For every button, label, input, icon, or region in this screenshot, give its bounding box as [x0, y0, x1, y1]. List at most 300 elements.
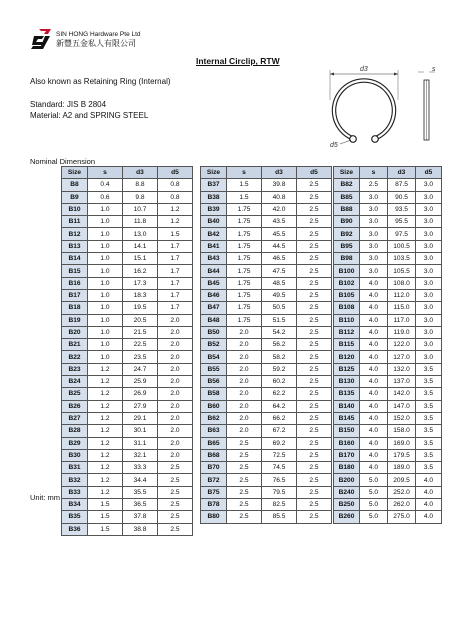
- d3-cell: 262.0: [388, 499, 416, 511]
- d5-cell: 2.5: [297, 388, 332, 400]
- size-cell: B10: [62, 203, 88, 215]
- size-cell: B36: [62, 523, 88, 535]
- table-row: [334, 277, 442, 289]
- table-row: [334, 351, 442, 363]
- d3-cell: 9.8: [123, 191, 158, 203]
- size-cell: B58: [201, 388, 227, 400]
- size-cell: B50: [201, 326, 227, 338]
- size-cell: B18: [62, 302, 88, 314]
- s-cell: 2.0: [227, 425, 262, 437]
- s-cell: 2.0: [227, 412, 262, 424]
- table-row: [201, 400, 332, 412]
- size-cell: B47: [201, 302, 227, 314]
- table-row: [201, 425, 332, 437]
- d3-cell: 31.1: [123, 437, 158, 449]
- s-cell: 4.0: [360, 314, 388, 326]
- table-row: [334, 326, 442, 338]
- size-cell: B35: [62, 511, 88, 523]
- s-cell: 4.0: [360, 437, 388, 449]
- table-row: [201, 486, 332, 498]
- table-row: [334, 191, 442, 203]
- d5-cell: 1.7: [158, 302, 193, 314]
- s-cell: 1.0: [88, 253, 123, 265]
- table-row: [334, 302, 442, 314]
- d3-cell: 42.0: [262, 203, 297, 215]
- table-row: [62, 376, 193, 388]
- d3-cell: 32.1: [123, 449, 158, 461]
- d3-label: d3: [360, 66, 368, 73]
- table-row: [334, 179, 442, 191]
- size-cell: B26: [62, 400, 88, 412]
- d3-cell: 18.3: [123, 289, 158, 301]
- table-row: [201, 216, 332, 228]
- table-row: [62, 302, 193, 314]
- d3-cell: 87.5: [388, 179, 416, 191]
- d5-cell: 3.5: [416, 400, 442, 412]
- table-row: [201, 203, 332, 215]
- d3-cell: 51.5: [262, 314, 297, 326]
- s-cell: 3.0: [360, 203, 388, 215]
- d5-cell: 3.5: [416, 363, 442, 375]
- table-row: [62, 191, 193, 203]
- size-cell: B240: [334, 486, 360, 498]
- d3-cell: 58.2: [262, 351, 297, 363]
- s-cell: 1.5: [227, 179, 262, 191]
- d5-cell: 2.5: [297, 203, 332, 215]
- d5-cell: 2.5: [297, 339, 332, 351]
- s-cell: 1.2: [88, 400, 123, 412]
- column-header: d3: [123, 167, 158, 179]
- d3-cell: 189.0: [388, 462, 416, 474]
- unit-label: Unit: mm: [30, 493, 60, 502]
- d3-cell: 25.9: [123, 376, 158, 388]
- table-row: [62, 339, 193, 351]
- table-row: [334, 437, 442, 449]
- s-cell: 4.0: [360, 363, 388, 375]
- d3-cell: 40.8: [262, 191, 297, 203]
- d3-cell: 72.5: [262, 449, 297, 461]
- dimension-table-3: [333, 166, 442, 524]
- s-cell: 2.0: [227, 351, 262, 363]
- size-cell: B63: [201, 425, 227, 437]
- d5-cell: 2.0: [158, 400, 193, 412]
- s-cell: 1.0: [88, 277, 123, 289]
- d3-cell: 97.5: [388, 228, 416, 240]
- d5-cell: 1.7: [158, 277, 193, 289]
- size-cell: B27: [62, 412, 88, 424]
- d5-cell: 2.5: [297, 449, 332, 461]
- s-cell: 1.5: [88, 523, 123, 535]
- s-cell: 4.0: [360, 326, 388, 338]
- table-row: [334, 228, 442, 240]
- s-cell: 1.2: [88, 437, 123, 449]
- size-cell: B130: [334, 376, 360, 388]
- d5-cell: 2.5: [297, 277, 332, 289]
- nominal-dimension-label: Nominal Dimension: [30, 157, 96, 166]
- column-header: d3: [388, 167, 416, 179]
- size-cell: B33: [62, 486, 88, 498]
- table-row: [62, 412, 193, 424]
- d5-cell: 3.5: [416, 437, 442, 449]
- table-row: [334, 363, 442, 375]
- s-cell: 4.0: [360, 462, 388, 474]
- size-cell: B260: [334, 511, 360, 523]
- size-cell: B75: [201, 486, 227, 498]
- d5-cell: 2.5: [297, 314, 332, 326]
- s-cell: 0.6: [88, 191, 123, 203]
- table-row: [334, 388, 442, 400]
- table-row: [334, 486, 442, 498]
- size-cell: B55: [201, 363, 227, 375]
- d5-cell: 3.0: [416, 351, 442, 363]
- size-cell: B32: [62, 474, 88, 486]
- size-cell: B12: [62, 228, 88, 240]
- d3-cell: 26.9: [123, 388, 158, 400]
- d3-cell: 49.5: [262, 289, 297, 301]
- d5-cell: 3.0: [416, 240, 442, 252]
- d5-cell: 3.0: [416, 314, 442, 326]
- table-row: [201, 339, 332, 351]
- table-row: [201, 412, 332, 424]
- s-cell: 1.75: [227, 265, 262, 277]
- d5-cell: 2.5: [158, 499, 193, 511]
- s-cell: 1.75: [227, 203, 262, 215]
- column-header: Size: [62, 167, 88, 179]
- size-cell: B44: [201, 265, 227, 277]
- size-cell: B54: [201, 351, 227, 363]
- table-row: [62, 228, 193, 240]
- size-cell: B21: [62, 339, 88, 351]
- d5-cell: 4.0: [416, 499, 442, 511]
- d5-cell: 0.8: [158, 179, 193, 191]
- size-cell: B115: [334, 339, 360, 351]
- size-cell: B72: [201, 474, 227, 486]
- dimension-table-2: [200, 166, 332, 524]
- s-cell: 3.0: [360, 240, 388, 252]
- d3-cell: 29.1: [123, 412, 158, 424]
- d3-cell: 64.2: [262, 400, 297, 412]
- d3-cell: 17.3: [123, 277, 158, 289]
- table-row: [334, 511, 442, 523]
- table-row: [62, 363, 193, 375]
- s-cell: 1.75: [227, 240, 262, 252]
- d5-cell: 2.5: [297, 400, 332, 412]
- size-cell: B31: [62, 462, 88, 474]
- d5-cell: 1.7: [158, 240, 193, 252]
- d3-cell: 34.4: [123, 474, 158, 486]
- spec-block: [30, 99, 148, 121]
- s-cell: 1.75: [227, 314, 262, 326]
- size-cell: B112: [334, 326, 360, 338]
- d5-cell: 3.0: [416, 265, 442, 277]
- company-name-en: SIN HONG Hardware Pte Ltd: [56, 31, 141, 38]
- size-cell: B140: [334, 400, 360, 412]
- s-cell: 1.0: [88, 326, 123, 338]
- d5-cell: 2.5: [297, 462, 332, 474]
- size-cell: B70: [201, 462, 227, 474]
- s-cell: 2.5: [227, 499, 262, 511]
- d3-cell: 39.8: [262, 179, 297, 191]
- d5-cell: 3.0: [416, 289, 442, 301]
- d5-cell: 2.0: [158, 388, 193, 400]
- d5-cell: 3.0: [416, 339, 442, 351]
- s-cell: 1.5: [227, 191, 262, 203]
- table-row: [201, 228, 332, 240]
- s-cell: 1.0: [88, 302, 123, 314]
- table-row: [334, 449, 442, 461]
- s-cell: 4.0: [360, 289, 388, 301]
- s-cell: 1.75: [227, 277, 262, 289]
- d5-cell: 2.5: [297, 191, 332, 203]
- s-cell: 2.0: [227, 388, 262, 400]
- table-row: [62, 179, 193, 191]
- d5-cell: 2.5: [297, 228, 332, 240]
- s-cell: 1.0: [88, 216, 123, 228]
- d3-cell: 95.5: [388, 216, 416, 228]
- d3-cell: 90.5: [388, 191, 416, 203]
- table-row: [334, 425, 442, 437]
- d5-cell: 2.5: [158, 474, 193, 486]
- size-cell: B90: [334, 216, 360, 228]
- s-cell: 1.5: [88, 499, 123, 511]
- d5-cell: 3.5: [416, 376, 442, 388]
- company-name: [56, 30, 141, 48]
- size-cell: B78: [201, 499, 227, 511]
- size-cell: B108: [334, 302, 360, 314]
- size-cell: B150: [334, 425, 360, 437]
- size-cell: B40: [201, 216, 227, 228]
- d5-cell: 3.5: [416, 425, 442, 437]
- d3-cell: 117.0: [388, 314, 416, 326]
- table-row: [201, 462, 332, 474]
- table-row: [201, 351, 332, 363]
- d5-cell: 2.5: [297, 425, 332, 437]
- d3-cell: 36.5: [123, 499, 158, 511]
- size-cell: B28: [62, 425, 88, 437]
- table-row: [201, 265, 332, 277]
- size-cell: B8: [62, 179, 88, 191]
- table-row: [62, 388, 193, 400]
- size-cell: B100: [334, 265, 360, 277]
- size-cell: B34: [62, 499, 88, 511]
- d5-cell: 3.0: [416, 228, 442, 240]
- table-row: [62, 425, 193, 437]
- table-row: [201, 191, 332, 203]
- s-cell: 1.0: [88, 351, 123, 363]
- table-row: [62, 400, 193, 412]
- table-row: [62, 277, 193, 289]
- size-cell: B92: [334, 228, 360, 240]
- standard-text: Standard: JIS B 2804: [30, 100, 107, 109]
- d5-cell: 3.0: [416, 253, 442, 265]
- s-cell: 4.0: [360, 449, 388, 461]
- size-cell: B13: [62, 240, 88, 252]
- d3-cell: 23.5: [123, 351, 158, 363]
- table-row: [201, 314, 332, 326]
- d3-cell: 45.5: [262, 228, 297, 240]
- size-cell: B14: [62, 253, 88, 265]
- d5-cell: 2.5: [158, 511, 193, 523]
- d3-cell: 158.0: [388, 425, 416, 437]
- d3-cell: 152.0: [388, 412, 416, 424]
- size-cell: B48: [201, 314, 227, 326]
- d3-cell: 209.5: [388, 474, 416, 486]
- d5-cell: 2.0: [158, 425, 193, 437]
- size-cell: B120: [334, 351, 360, 363]
- d5-cell: 2.5: [297, 511, 332, 523]
- table-row: [62, 216, 193, 228]
- column-header: s: [360, 167, 388, 179]
- d3-cell: 85.5: [262, 511, 297, 523]
- s-cell: 1.0: [88, 240, 123, 252]
- s-cell: 4.0: [360, 351, 388, 363]
- d3-cell: 21.5: [123, 326, 158, 338]
- d5-cell: 2.5: [297, 216, 332, 228]
- size-cell: B62: [201, 412, 227, 424]
- d5-cell: 3.0: [416, 326, 442, 338]
- d5-cell: 2.5: [297, 265, 332, 277]
- d5-cell: 1.7: [158, 265, 193, 277]
- table-row: [62, 486, 193, 498]
- s-cell: 1.5: [88, 511, 123, 523]
- table-row: [334, 289, 442, 301]
- s-cell: 3.0: [360, 265, 388, 277]
- d3-cell: 37.8: [123, 511, 158, 523]
- s-cell: 1.2: [88, 462, 123, 474]
- table-row: [62, 499, 193, 511]
- d5-cell: 3.0: [416, 203, 442, 215]
- d5-cell: 0.8: [158, 191, 193, 203]
- table-row: [334, 400, 442, 412]
- s-cell: 1.75: [227, 302, 262, 314]
- d3-cell: 56.2: [262, 339, 297, 351]
- d3-cell: 69.2: [262, 437, 297, 449]
- d3-cell: 38.8: [123, 523, 158, 535]
- column-header: d5: [297, 167, 332, 179]
- s-cell: 1.2: [88, 376, 123, 388]
- s-cell: 1.2: [88, 474, 123, 486]
- d3-cell: 179.5: [388, 449, 416, 461]
- d3-cell: 112.0: [388, 289, 416, 301]
- size-cell: B46: [201, 289, 227, 301]
- table-row: [201, 277, 332, 289]
- s-cell: 3.0: [360, 216, 388, 228]
- s-cell: 1.2: [88, 363, 123, 375]
- d3-cell: 100.5: [388, 240, 416, 252]
- table-header-row: [62, 167, 193, 179]
- d5-cell: 4.0: [416, 474, 442, 486]
- size-cell: B65: [201, 437, 227, 449]
- d3-cell: 275.0: [388, 511, 416, 523]
- s-cell: 1.0: [88, 228, 123, 240]
- table-row: [334, 474, 442, 486]
- size-cell: B85: [334, 191, 360, 203]
- d5-cell: 1.2: [158, 216, 193, 228]
- d3-cell: 142.0: [388, 388, 416, 400]
- d5-cell: 3.5: [416, 388, 442, 400]
- table-row: [62, 351, 193, 363]
- d5-cell: 2.5: [158, 523, 193, 535]
- d3-cell: 30.1: [123, 425, 158, 437]
- d3-cell: 82.5: [262, 499, 297, 511]
- s-cell: 1.0: [88, 265, 123, 277]
- s-cell: 4.0: [360, 400, 388, 412]
- size-cell: B9: [62, 191, 88, 203]
- aka-text: Also known as Retaining Ring (Internal): [30, 77, 171, 86]
- table-row: [334, 265, 442, 277]
- d3-cell: 76.5: [262, 474, 297, 486]
- d3-cell: 137.0: [388, 376, 416, 388]
- d5-cell: 2.0: [158, 376, 193, 388]
- size-cell: B43: [201, 253, 227, 265]
- s-cell: 2.5: [227, 462, 262, 474]
- size-cell: B105: [334, 289, 360, 301]
- s-cell: 2.5: [227, 474, 262, 486]
- size-cell: B102: [334, 277, 360, 289]
- d5-cell: 3.5: [416, 412, 442, 424]
- table-row: [62, 474, 193, 486]
- table-row: [334, 253, 442, 265]
- size-cell: B145: [334, 412, 360, 424]
- d3-cell: 14.1: [123, 240, 158, 252]
- size-cell: B45: [201, 277, 227, 289]
- table-header-row: [201, 167, 332, 179]
- size-cell: B39: [201, 203, 227, 215]
- table-row: [62, 265, 193, 277]
- column-header: s: [227, 167, 262, 179]
- size-cell: B110: [334, 314, 360, 326]
- size-cell: B38: [201, 191, 227, 203]
- table-row: [201, 474, 332, 486]
- d3-cell: 46.5: [262, 253, 297, 265]
- s-cell: 1.0: [88, 314, 123, 326]
- d3-cell: 252.0: [388, 486, 416, 498]
- table-row: [201, 326, 332, 338]
- d5-cell: 2.5: [297, 437, 332, 449]
- column-header: d5: [158, 167, 193, 179]
- s-cell: 4.0: [360, 425, 388, 437]
- d3-cell: 33.3: [123, 462, 158, 474]
- s-cell: 1.0: [88, 339, 123, 351]
- s-cell: 3.0: [360, 191, 388, 203]
- s-cell: 1.2: [88, 425, 123, 437]
- d5-cell: 3.0: [416, 179, 442, 191]
- d3-cell: 35.5: [123, 486, 158, 498]
- s-cell: 2.5: [227, 486, 262, 498]
- d3-cell: 93.5: [388, 203, 416, 215]
- d3-cell: 132.0: [388, 363, 416, 375]
- d3-cell: 54.2: [262, 326, 297, 338]
- size-cell: B41: [201, 240, 227, 252]
- s-cell: 1.2: [88, 486, 123, 498]
- d3-cell: 66.2: [262, 412, 297, 424]
- d3-cell: 19.5: [123, 302, 158, 314]
- size-cell: B250: [334, 499, 360, 511]
- d5-cell: 2.5: [297, 240, 332, 252]
- d5-cell: 2.5: [297, 376, 332, 388]
- d5-cell: 2.5: [297, 412, 332, 424]
- size-cell: B160: [334, 437, 360, 449]
- d5-label: d5: [330, 142, 338, 149]
- s-cell: 2.0: [227, 400, 262, 412]
- s-cell: 5.0: [360, 486, 388, 498]
- size-cell: B19: [62, 314, 88, 326]
- s-cell: 4.0: [360, 277, 388, 289]
- document-title: Internal Circlip, RTW: [196, 56, 280, 66]
- d5-cell: 3.0: [416, 191, 442, 203]
- table-row: [334, 376, 442, 388]
- d3-cell: 22.5: [123, 339, 158, 351]
